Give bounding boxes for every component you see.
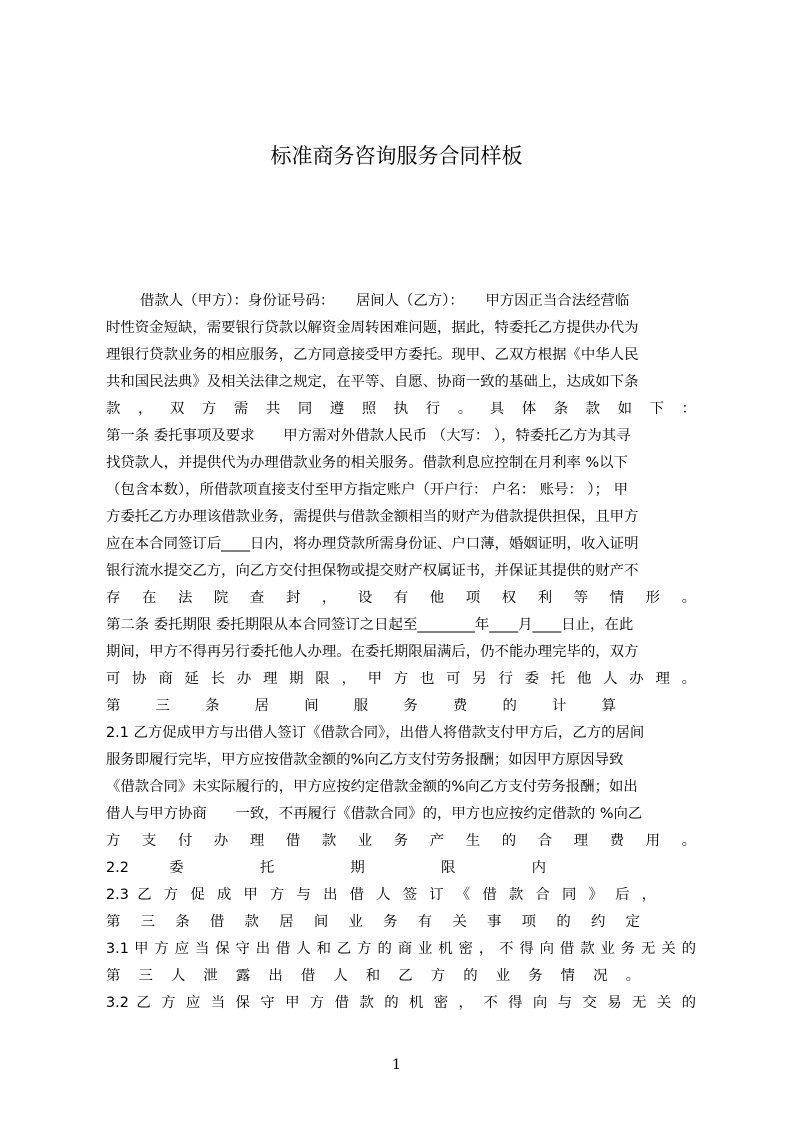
text-line-8: （包含本数），所借款项直接支付至甲方指定账户（开户行： 户名： 账号： ）； 甲	[106, 482, 628, 498]
text-line-16: 第 三 条 居 间 服 务 费 的 计 算	[106, 698, 616, 714]
text-line-18: 服务即履行完毕，甲方应按借款金额的%向乙方支付劳务报酬；如因甲方原因导致	[106, 752, 624, 768]
text-line-23: 2.3 乙 方 促 成 甲 方 与 出 借 人 签 订 《 借 款 合 同 》 后 ，	[106, 887, 656, 903]
text-line-10: 应在本合同签订后____日内，将办理贷款所需身份证、户口薄，婚姻证明，收入证明	[106, 536, 639, 552]
text-line-25: 3.1 甲 方 应 当 保 守 出 借 人 和 乙 方 的 商 业 机 密 ， 不 得 向 借 款 业 务 无 关 的	[106, 941, 696, 957]
text-line-22: 2.2 委 托 期 限 内	[106, 860, 546, 876]
text-line-17: 2.1 乙方促成甲方与出借人签订《借款合同》，出借人将借款支付甲方后，乙方的居间	[106, 725, 645, 741]
text-line-3: 理银行贷款业务的相应服务，乙方同意接受甲方委托。现甲、乙双方根据《中华人民	[106, 347, 639, 363]
text-line-21: 方 支 付 办 理 借 款 业 务 产 生 的 合 理 费 用 。	[106, 833, 696, 849]
text-line-7: 找贷款人，并提供代为办理借款业务的相关服务。借款利息应控制在月利率 %以下	[106, 455, 628, 471]
text-line-14: 期间，甲方不得再另行委托他人办理。在委托期限届满后，仍不能办理完毕的，双方	[106, 644, 639, 660]
text-line-2: 时性资金短缺，需要银行贷款以解资金周转困难问题，据此，特委托乙方提供办代为	[106, 320, 639, 336]
text-line-15: 可 协 商 延 长 办 理 期 限 ， 甲 方 也 可 另 行 委 托 他 人 办 理 。	[106, 671, 696, 687]
text-line-1: 借款人（甲方）：身份证号码： 居间人（乙方）： 甲方因正当合法经营临	[140, 293, 630, 309]
page-number: 1	[392, 1057, 401, 1073]
text-line-13: 第二条 委托期限 委托期限从本合同签订之日起至________年____月____日止，在此	[106, 617, 634, 633]
document-body	[106, 288, 696, 1017]
text-line-5: 款 ， 双 方 需 共 同 遵 照 执 行 。 具 体 条 款 如 下 ：	[106, 401, 696, 417]
text-line-6: 第一条 委托事项及要求 甲方需对外借款人民币 （大写： ），特委托乙方为其寻	[106, 428, 631, 444]
text-line-24: 第 三 条 借 款 居 间 业 务 有 关 事 项 的 约 定	[106, 914, 640, 930]
text-line-9: 方委托乙方办理该借款业务，需提供与借款金额相当的财产为借款提供担保，且甲方	[106, 509, 639, 525]
document-title: 标准商务咨询服务合同样板	[270, 144, 523, 168]
text-line-27: 3.2 乙 方 应 当 保 守 甲 方 借 款 的 机 密 ， 不 得 向 与 交 易 无 关 的	[106, 995, 696, 1011]
text-line-26: 第 三 人 泄 露 出 借 人 和 乙 方 的 业 务 情 况 。	[106, 968, 640, 984]
text-line-20: 借人与甲方协商 一致，不再履行《借款合同》的，甲方也应按约定借款的 %向乙	[106, 806, 643, 822]
text-line-4: 共和国民法典》及相关法律之规定，在平等、自愿、协商一致的基础上，达成如下条	[106, 374, 639, 390]
text-line-19: 《借款合同》未实际履行的，甲方应按约定借款金额的%向乙方支付劳务报酬；如出	[106, 779, 638, 795]
text-line-12: 存 在 法 院 查 封 ， 设 有 他 项 权 利 等 情 形 。	[106, 590, 696, 606]
text-line-11: 银行流水提交乙方，向乙方交付担保物或提交财产权属证书，并保证其提供的财产不	[106, 563, 639, 579]
